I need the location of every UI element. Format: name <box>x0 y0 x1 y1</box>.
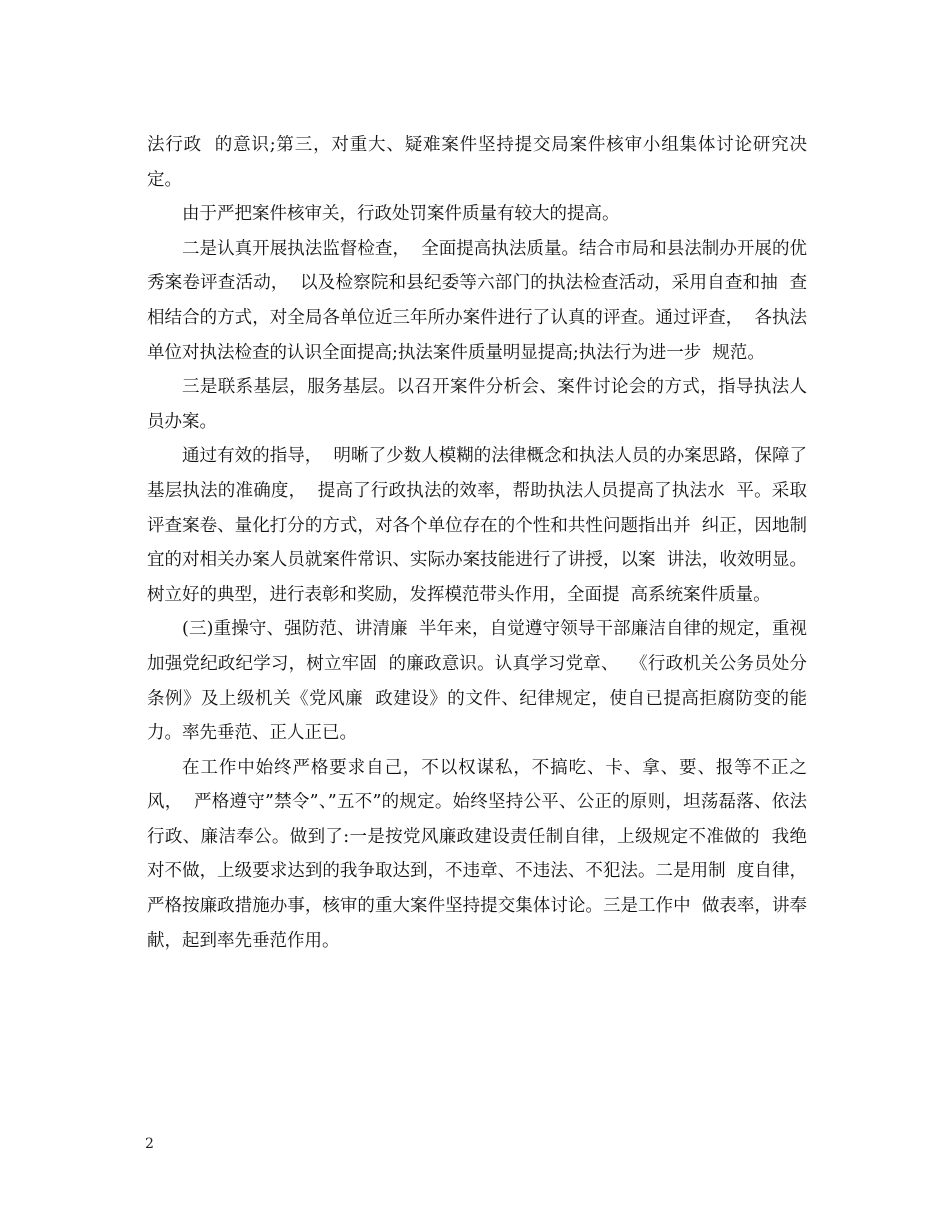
paragraph-2: 由于严把案件核审关，行政处罚案件质量有较大的提高。 <box>182 204 620 225</box>
paragraph-6: (三)重操守、强防范、讲清廉 半年来，自觉遵守领导干部廉洁自律的规定，重视加强党纪政纪学习，树立牢固 的廉政意识。认真学习党章、 《行政机关公务员处分条例》及上级机关《党风廉 政建设》的文件、纪律规定，使自已提高拒腐防变的能力。率先垂范、正人正已。 <box>147 619 807 744</box>
paragraph-4: 三是联系基层，服务基层。以召开案件分析会、案件讨论会的方式，指导执法人 员办案。 <box>147 377 819 432</box>
page-number: 2 <box>145 1136 154 1152</box>
paragraph-1: 法行政 的意识;第三，对重大、疑难案件坚持提交局案件核审小组集体讨论研究决定。 <box>147 135 807 190</box>
paragraph-7: 在工作中始终严格要求自己，不以权谋私，不搞吃、卡、拿、要、报等不正之风， 严格遵守”禁令”、”五不”的规定。始终坚持公平、公正的原则，坦荡磊落、依法 行政、廉洁奉公。做到了:一是按党风廉政建设责任制自律，上级规定不准做的 我绝对不做，上级要求达到的我争取达到，不违章、不违法、不犯法。二是用制 度自律，严格按廉政措施办事，核审的重大案件坚持提交集体讨论。三是工作中 做表率，讲奉献，起到率先垂范作用。 <box>147 757 819 951</box>
document-body <box>147 128 819 958</box>
paragraph-5: 通过有效的指导， 明晰了少数人模糊的法律概念和执法人员的办案思路，保障了基层执法的准确度， 提高了行政执法的效率，帮助执法人员提高了执法水 平。采取评查案卷、量化打分的方式，对各个单位存在的个性和共性问题指出并 纠正，因地制宜的对相关办案人员就案件常识、实际办案技能进行了讲授，以案 讲法，收效明显。树立好的典型，进行表彰和奖励，发挥模范带头作用，全面提 高系统案件质量。 <box>147 446 807 605</box>
paragraph-3: 二是认真开展执法监督检查， 全面提高执法质量。结合市局和县法制办开展的优 秀案卷评查活动， 以及检察院和县纪委等六部门的执法检查活动，采用自查和抽 查相结合的方式，对全局各单位近三年所办案件进行了认真的评查。通过评查， 各执法单位对执法检查的认识全面提高;执法案件质量明显提高;执法行为进一步 规范。 <box>147 238 819 363</box>
